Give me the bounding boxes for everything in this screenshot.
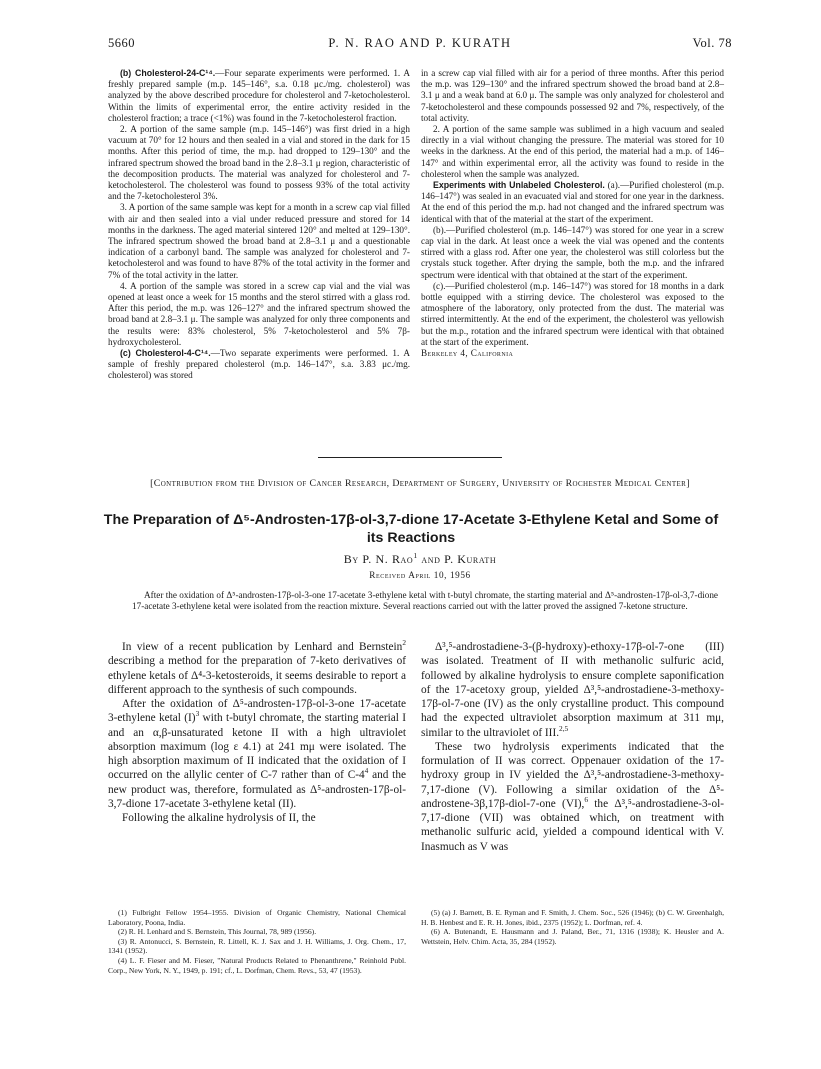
paragraph: (c) Cholesterol-4-C¹⁴.—Two separate experiments were performed. 1. A sample of freshly prepared cholesterol (m.p. 146–147°, s.a. 3.83 μc./mg. cholesterol) was stored	[108, 348, 410, 381]
abstract: After the oxidation of Δ⁵-androsten-17β-ol-3-one 17-acetate 3-ethylene ketal with t-butyl chromate, the starting material and Δ⁵-androsten-17β-ol-3,7-dione 17-acetate 3-ethylene ketal were isolated from the reaction mixture. Several reactions carried out with the latter proved the assigned 7-ketone structure.	[132, 590, 718, 612]
paragraph: (b).—Purified cholesterol (m.p. 146–147°) was stored for one year in a screw cap vial in the dark. At least once a week the vial was opened and the contents stirred with a glass rod. After one year, the cholesterol was still colorless but the crystals stuck together. After drying the sample, both the m.p. and the infrared spectrum were identical with that obtained at the start of the experiment.	[421, 224, 724, 280]
footnote: (4) L. F. Fieser and M. Fieser, "Natural Products Related to Phenanthrene," Reinhold Publ. Corp., New York, N. Y., 1949, p. 191; cf., L. Dorfman, Chem. Revs., 53, 47 (1953).	[108, 955, 406, 975]
paragraph: (b) Cholesterol-24-C¹⁴.—Four separate experiments were performed. 1. A freshly prepared sample (m.p. 145–146°, s.a. 0.18 μc./mg. cholesterol) was analyzed by the above described procedure for cholesterol and 7-ketocholesterol. Within the limits of experimental error, the entire activity resided in the cholesterol fraction; a trace (<1%) was found in the 7-ketocholesterol fraction.	[108, 68, 410, 123]
volume-label: Vol. 78	[692, 36, 732, 50]
section-label: Experiments with Unlabeled Cholesterol.	[433, 180, 605, 191]
footnote: (1) Fulbright Fellow 1954–1955. Division of Organic Chemistry, National Chemical Laboratory, Poona, India.	[108, 908, 406, 927]
byline: By P. N. Rao$^1$ and P. Kurath	[343, 551, 497, 566]
paragraph: Δ³,⁵-androstadiene-3-(β-hydroxy)-ethoxy-17β-ol-7-one (III) was isolated. Treatment of II with methanolic sulfuric acid, followed by alkaline hydrolysis to ensure complete saponification of the 17-acetoxy group, yielded Δ³,⁵-androstadiene-3-methoxy-17β-ol-7-one (IV) as the only crystalline product. This compound had the expected ultraviolet absorption maximum at 311 mμ, similar to the ultraviolet of III.$^{2,5}$	[421, 641, 724, 739]
prev-article-left-column	[108, 68, 410, 382]
article-separator	[318, 457, 502, 458]
paragraph: in a screw cap vial filled with air for a period of three months. After this period the m.p. was 129–130° and the infrared spectrum showed the broad band at 2.8–3.1 μ and a weak band at 6.0 μ. The sample was only analyzed for cholesterol and 7-ketocholesterol and these compounds possessed 92 and 7%, respectively, of the total activity.	[421, 68, 724, 123]
contribution-line: [Contribution from the Division of Cancer Research, Department of Surgery, University of Rochester Medical Center]	[150, 478, 690, 489]
prev-article-right-column	[421, 68, 724, 359]
paragraph: 3. A portion of the same sample was kept for a month in a screw cap vial filled with air and then sealed into a vial under reduced pressure and stored for 14 months in the darkness. The aged material sintered 120° and melted at 129–130°. The infrared spectrum showed the broad band at 2.8–3.1 μ and a questionable indication of a carbonyl band. The sample was analyzed for cholesterol and 7-ketocholesterol and was found to have 87% of the total activity in the former and 7% of the total activity in the latter.	[108, 202, 410, 280]
paragraph: Following the alkaline hydrolysis of II, the	[122, 812, 316, 824]
paragraph: Experiments with Unlabeled Cholesterol. (a).—Purified cholesterol (m.p. 146–147°) was sealed in an evacuated vial and stored for one year in the darkness. At the end of this period the m.p. had not changed and the infrared spectrum was identical with that of the material at the start of the experiment.	[421, 180, 724, 224]
section-label: (b) Cholesterol-24-C¹⁴.	[120, 68, 216, 78]
location-signature: Berkeley 4, California	[421, 348, 514, 359]
footnote: (2) R. H. Lenhard and S. Bernstein, This Journal, 78, 989 (1956).	[118, 927, 317, 937]
body-left-column	[108, 640, 406, 825]
paragraph: (c).—Purified cholesterol (m.p. 146–147°) was stored for 18 months in a dark bottle equipped with a stirring device. The cholesterol was exposed to the atmosphere of the laboratory, only protected from the dust. The material was stirred intermittently. At the end of the experiment, the cholesterol was yellowish but the m.p., rotation and the infrared spectrum were identical with that obtained at the start of the experiment.	[421, 280, 724, 347]
footnotes-right	[421, 908, 724, 946]
running-authors: P. N. RAO AND P. KURATH	[328, 36, 512, 50]
paragraph: 4. A portion of the sample was stored in a screw cap vial and the vial was opened at least once a week for 15 months and the sterol stirred with a glass rod. After this period, the m.p. was 126–127° and the infrared spectrum showed the broad band at 2.8–3.1 μ. The sample was analyzed for only three components and the results were: 83% cholesterol, 5% 7-ketocholesterol and 5% 7β-hydroxycholesterol.	[108, 280, 410, 347]
paragraph: After the oxidation of Δ⁵-androsten-17β-ol-3-one 17-acetate 3-ethylene ketal $(I)^3$ with t-butyl chromate, the starting material I and an α,β-unsaturated ketone II with a high ultraviolet absorption maximum (log ε 4.1) at 241 mμ were isolated. The high absorption maximum of II indicated that the oxidation of I occurred on the allylic center of C-7 rather than of $C-4^4$ and the new product was, therefore, formulated as Δ⁵-androsten-17β-ol-3,7-dione 17-acetate 3-ethylene ketal (II).	[108, 698, 406, 810]
footnote: (5) (a) J. Barnett, B. E. Ryman and F. Smith, J. Chem. Soc., 526 (1946); (b) C. W. Greenhalgh, H. B. Henbest and E. R. H. Jones, ibid., 2375 (1952); L. Dorfman, ref. 4.	[421, 908, 724, 927]
section-label: (c) Cholesterol-4-C¹⁴.	[120, 348, 211, 359]
paragraph: These two hydrolysis experiments indicated that the formulation of II was correct. Oppenauer oxidation of the 17-hydroxy group in IV yielded the Δ³,⁵-androstadiene-3-methoxy-7,17-dione (V). Following a similar oxidation of the Δ⁵-androstene-3β,17β-diol-7-one (VI),$^6$ the Δ³,⁵-androstadiene-3-ol-7,17-dione (VII) was obtained which, on treatment with methanolic sulfuric acid, yielded a compound identical with V. Inasmuch as V was	[421, 740, 724, 853]
page-number: 5660	[108, 36, 135, 50]
running-header	[108, 36, 732, 54]
article-title: The Preparation of Δ⁵-Androsten-17β-ol-3,7-dione 17-Acetate 3-Ethylene Ketal and Some of its Reactions	[103, 512, 719, 546]
footnote: (3) R. Antonucci, S. Bernstein, R. Littell, K. J. Sax and J. H. Williams, J. Org. Chem., 17, 1341 (1952).	[108, 936, 406, 956]
body-right-column	[421, 640, 724, 854]
footnotes-left	[108, 908, 406, 975]
paragraph: In view of a recent publication by Lenhard and Bernstein$^2$ describing a method for the preparation of 7-keto derivatives of ethylene ketals of Δ⁴-3-ketosteroids, it seems desirable to report a different approach to the synthesis of such compounds.	[108, 638, 406, 696]
footnote: (6) A. Butenandt, E. Hausmann and J. Paland, Ber., 71, 1316 (1938); K. Heusler and A. Wettstein, Helv. Chim. Acta, 35, 284 (1952).	[421, 927, 724, 946]
received-date: Received April 10, 1956	[369, 570, 471, 580]
paragraph: 2. A portion of the same sample was sublimed in a high vacuum and sealed directly in a vial without changing the pressure. The material was stored for 10 weeks in the darkness. At the end of this period, the material had a m.p. of 146–147° and within experimental error, all the activity was found to reside in the cholesterol when the sample was analyzed.	[421, 124, 724, 179]
paragraph: 2. A portion of the same sample (m.p. 145–146°) was first dried in a high vacuum at 70° for 12 hours and then sealed in a vial and stored in the dark for 15 months. After this period of time, the m.p. had dropped to 129–130° and the infrared spectrum showed the broad band in the 2.8–3.1 μ region, characteristic of the decomposition products. The material was analyzed for cholesterol and 7-ketocholesterol. The cholesterol was found to possess 93% of the total activity and the 7-ketocholesterol 3%.	[108, 124, 410, 202]
